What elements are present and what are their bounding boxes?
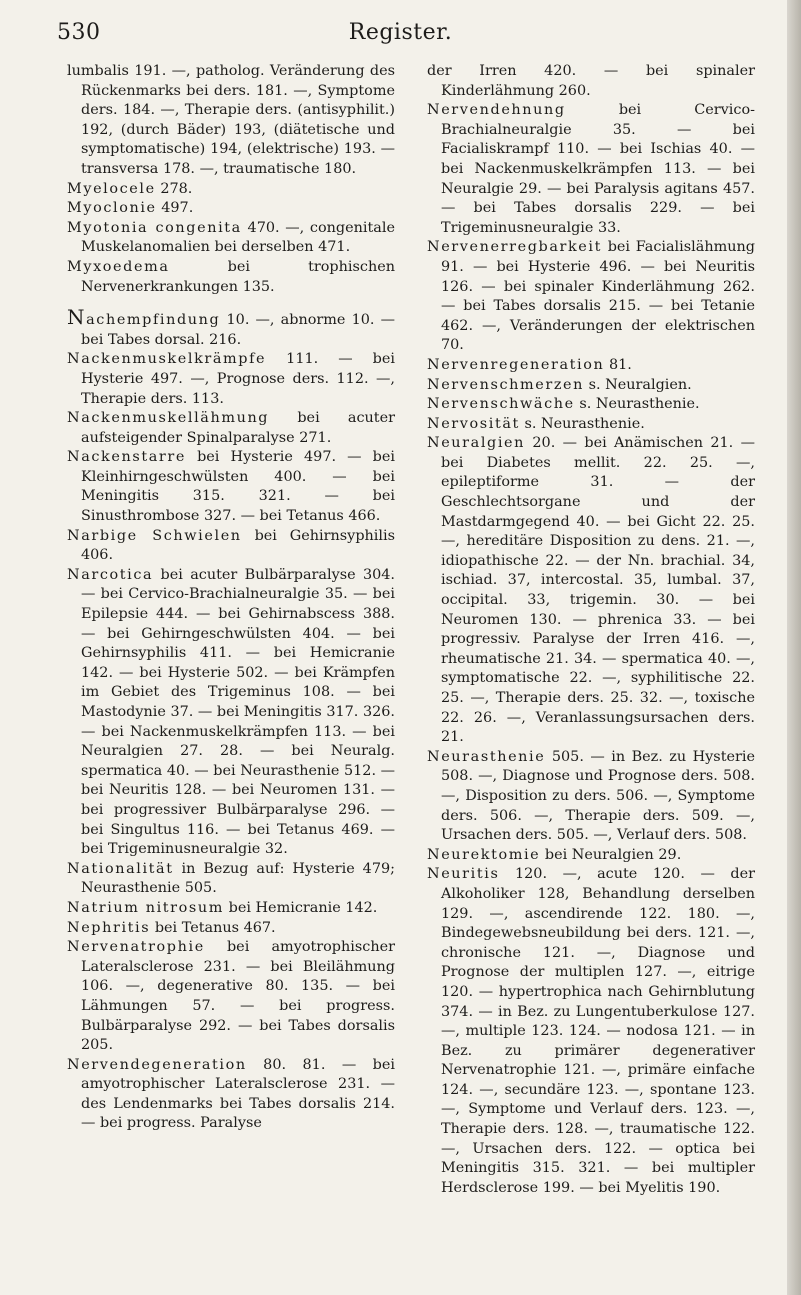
index-headword: Nervenschmerzen [427,376,585,393]
index-headword: Neuritis [427,866,500,883]
index-entry [67,305,395,350]
index-entry [427,376,755,396]
index-references: bei Hemicranie 142. [224,899,378,916]
index-references: 111. — bei Hysterie 497. —, Prognose ders. 112. —, Therapie ders. 113. [81,351,395,407]
index-entry [427,846,755,866]
index-references: 80. 81. — bei amyotrophischer Lateralsclerose 231. — des Lendenmarks bei Tabes dorsalis 214. — bei progress. Paralyse [81,1056,395,1132]
index-headword: Nervendegeneration [67,1056,247,1073]
index-references: 497. [156,200,194,217]
index-entry [67,527,395,566]
index-entry [427,395,755,415]
section-gap [67,297,395,308]
index-entry [67,180,395,200]
index-references: bei Hysterie 497. — bei Kleinhirngeschwülsten 400. — bei Meningitis 315. 321. — bei Sinusthrombose 327. — bei Tetanus 466. [81,449,395,525]
index-entry [67,448,395,526]
index-references: 278. [155,180,193,197]
index-headword: Nackenmuskelkrämpfe [67,351,267,368]
index-headword: Neurasthenie [427,748,546,765]
index-entry [67,938,395,1056]
index-headword: Nervenerregbarkeit [427,239,602,256]
index-entry [67,919,395,939]
index-references: bei Gehirnsyphilis 406. [81,527,395,564]
index-references: s. Neurasthenie. [519,415,645,432]
page-number: 530 [57,20,101,45]
index-entry [67,62,395,180]
running-title: Register. [348,20,453,45]
left-column [67,62,395,1134]
index-references: lumbalis 191. —, patholog. Veränderung des Rückenmarks bei ders. 181. —, Symptome ders. 184. —, Therapie ders. (antisyphilit.) 192, (durch Bäder) 193, (diätetische und symptomatische) 194, (elektrische) 193. — transversa 178. —, traumatische 180. [67,63,395,177]
index-references: der Irren 420. — bei spinaler Kinderlähmung 260. [427,63,755,99]
index-entry [427,748,755,846]
index-entry [67,258,395,297]
index-entry [427,238,755,356]
index-entry [67,350,395,409]
index-entry [67,899,395,919]
index-entry [427,356,755,376]
index-references: bei trophischen Nervenerkrankungen 135. [81,258,395,295]
index-headword: Natrium nitrosum [67,899,225,916]
index-entry [67,1056,395,1134]
index-headword: Nachempfindung [67,305,221,330]
right-column [427,62,755,1198]
index-references: 505. — in Bez. zu Hysterie 508. —, Diagnose und Prognose ders. 508. —, Disposition zu ders. 506. —, Symptome ders. 506. —, Therapie ders. 509. —, Ursachen ders. 505. —, Verlauf ders. 508. [441,748,755,844]
index-references: bei amyotrophischer Lateralsclerose 231. — bei Bleilähmung 106. —, degenerative 80. 135. — bei Lähmungen 57. — bei progress. Bulbärparalyse 292. — bei Tabes dorsalis 205. [81,939,395,1054]
index-headword: Nervendehnung [427,102,566,119]
index-references: s. Neurasthenie. [574,396,700,413]
index-headword: Nackenstarre [67,449,186,466]
index-references: bei Facialislähmung 91. — bei Hysterie 496. — bei Neuritis 126. — bei spinaler Kinderlähmung 262. — bei Tabes dorsalis 215. — bei Tetanie 462. —, Veränderungen der elektrischen 70. [441,239,755,354]
index-references: 470. —, congenitale Muskelanomalien bei derselben 471. [81,219,395,256]
index-headword: Nephritis [67,919,151,936]
index-headword: Myelocele [67,180,156,197]
index-headword: Nervenschwäche [427,396,575,413]
index-entry [427,434,755,748]
index-headword: Narbige Schwielen [67,527,242,544]
index-entry [427,101,755,238]
index-entry [67,409,395,448]
index-references: bei Cervico-Brachialneuralgie 35. — bei Facialiskrampf 110. — bei Ischias 40. — bei Nackenmuskelkrämpfen 113. — bei Neuralgie 29. — bei Paralysis agitans 457. — bei Tabes dorsalis 229. — bei Trigeminusneuralgie 33. [441,102,755,236]
index-entry [67,219,395,258]
index-headword: Narcotica [67,566,154,583]
index-headword: Myxoedema [67,258,170,275]
index-entry [427,865,755,1198]
index-entry [67,860,395,899]
index-headword: Myoclonie [67,200,157,217]
index-entry [427,62,755,101]
index-references: bei acuter Bulbärparalyse 304. — bei Cervico-Brachialneuralgie 35. — bei Epilepsie 444. — bei Gehirnabscess 388. — bei Gehirngeschwülsten 404. — bei Gehirnsyphilis 411. — bei Hemicranie 142. — bei Hysterie 502. — bei Krämpfen im Gebiet des Trigeminus 108. — bei Mastodynie 37. — bei Meningitis 317. 326. — bei Nackenmuskelkrämpfen 113. — bei Neuralgien 27. 28. — bei Neuralg. spermatica 40. — bei Neurasthenie 512. — bei Neuritis 128. — bei Neuromen 131. — bei progressiver Bulbärparalyse 296. — bei Singultus 116. — bei Tetanus 469. — bei Trigeminusneuralgie 32. [81,566,395,858]
index-headword: Nackenmuskellähmung [67,410,270,427]
index-entry [67,566,395,860]
index-headword: Nervenregeneration [427,356,605,373]
index-references: 10. —, abnorme 10. — bei Tabes dorsal. 216. [81,312,395,348]
index-headword: Nervosität [427,415,520,432]
index-headword: Neuralgien [427,435,526,452]
index-references: bei Tetanus 467. [150,919,276,936]
index-references: 20. — bei Anämischen 21. — bei Diabetes mellit. 22. 25. —, epileptiforme 31. — der Geschlechtsorgane und der Mastdarmgegend 40. — bei Gicht 22. 25. —, hereditäre Disposition zu dens. 21. —, idiopathische 22. — der Nn. brachial. 34, ischiad. 37, intercostal. 35, lumbal. 37, occipital. 33, trigemin. 30. — bei Neuromen 130. — phrenica 33. — bei progressiv. Paralyse der Irren 416. —, rheumatische 21. 34. — spermatica 40. —, symptomatische 22. —, syphilitische 22. 25. —, Therapie ders. 25. 32. —, toxische 22. 26. —, Veranlassungsursachen ders. 21. [441,435,755,746]
index-entry [67,199,395,219]
index-headword: Nationalität [67,860,174,877]
index-headword: Nervenatrophie [67,939,205,956]
page-header [0,0,801,60]
index-references: s. Neuralgien. [584,376,692,393]
page-edge-shadow [787,0,801,1295]
index-references: in Bezug auf: Hysterie 479; Neurasthenie 505. [81,860,395,897]
index-references: 120. —, acute 120. — der Alkoholiker 128, Behandlung derselben 129. —, ascendirende 122. 180. —, Bindegewebsneubildung bei ders. 121. —, chronische 121. —, Diagnose und Prognose der multiplen 127. —, eitrige 120. — hypertrophica nach Gehirnblutung 374. — in Bez. zu Lungentuberkulose 127. —, multiple 123. 124. — nodosa 121. — in Bez. zu primärer degenerativer Nervenatrophie 121. —, primäre einfache 124. —, secundäre 123. —, spontane 123. —, Symptome und Verlauf ders. 123. —, Therapie ders. 128. —, traumatische 122. —, Ursachen ders. 122. — optica bei Meningitis 315. 321. — bei multipler Herdsclerose 199. — bei Myelitis 190. [441,866,755,1196]
index-references: bei Neuralgien 29. [540,846,682,863]
index-entry [427,415,755,435]
index-headword: Neurektomie [427,846,541,863]
index-references: bei acuter aufsteigender Spinalparalyse 271. [81,410,395,446]
index-headword: Myotonia congenita [67,219,242,236]
index-references: 81. [604,356,632,373]
